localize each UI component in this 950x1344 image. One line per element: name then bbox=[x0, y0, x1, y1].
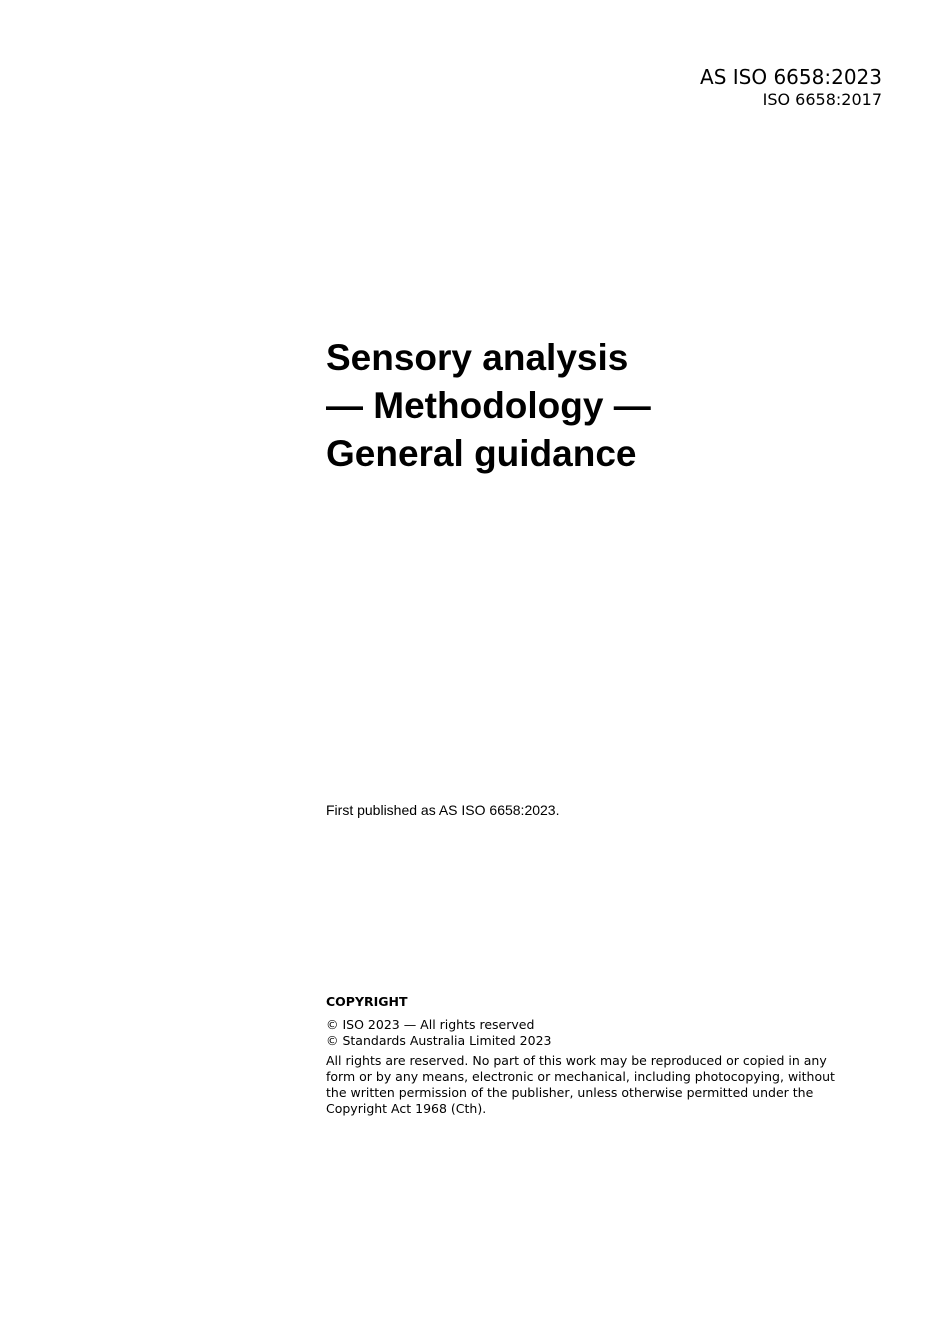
copyright-block bbox=[326, 994, 866, 1117]
title-line: — Methodology — bbox=[326, 385, 651, 426]
copyright-sa-line: © Standards Australia Limited 2023 bbox=[326, 1033, 552, 1048]
first-published-note: First published as AS ISO 6658:2023. bbox=[326, 802, 560, 818]
copyright-iso-line: © ISO 2023 — All rights reserved bbox=[326, 1017, 535, 1032]
copyright-notice: All rights are reserved. No part of this work may be reproduced or copied in any form or by any means, electronic or mechanical, including photocopying, without the written permission of the publisher, unless otherwise permitted under the Copyright Act 1968 (Cth). bbox=[326, 1053, 835, 1116]
iso-standard-number: ISO 6658:2017 bbox=[762, 90, 882, 109]
copyright-heading: COPYRIGHT bbox=[326, 994, 408, 1009]
title-line: Sensory analysis bbox=[326, 337, 629, 378]
as-standard-number: AS ISO 6658:2023 bbox=[700, 65, 882, 89]
title-line: General guidance bbox=[326, 433, 637, 474]
standard-designation bbox=[700, 64, 882, 110]
document-title bbox=[326, 334, 746, 478]
